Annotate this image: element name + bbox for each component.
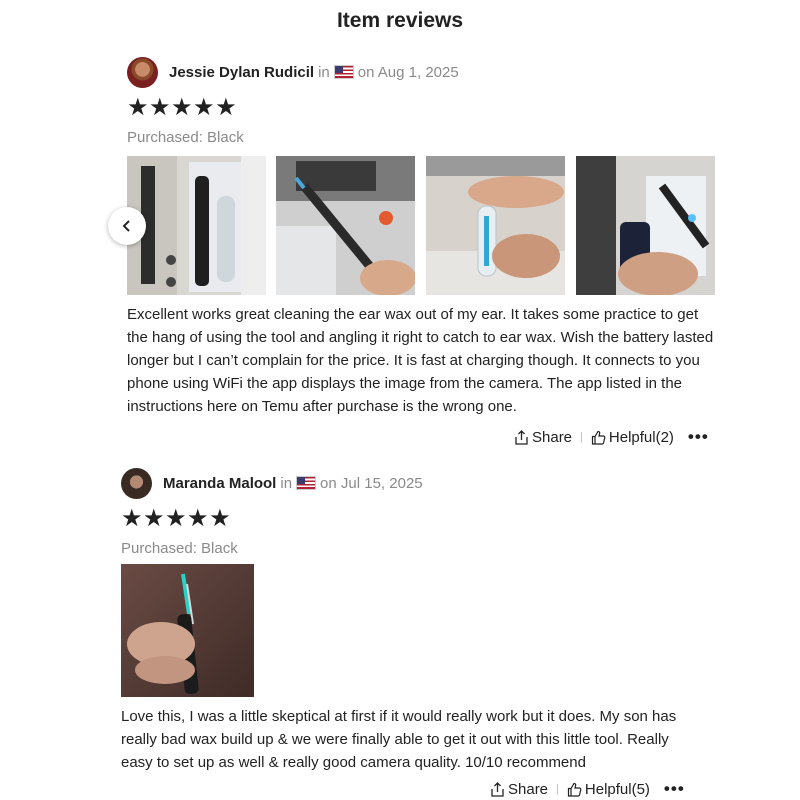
location-prefix: in [318,63,330,81]
share-label: Share [508,780,549,798]
helpful-label: Helpful(5) [584,780,650,798]
chevron-left-icon [120,219,134,233]
divider: | [580,431,583,443]
review-meta [318,64,459,81]
page-title: Item reviews [336,9,464,32]
review-meta [280,475,422,492]
review-photo-carousel [127,156,715,295]
review-card [127,56,727,148]
review-date: on Jul 15, 2025 [320,474,423,492]
helpful-button[interactable] [567,781,650,798]
share-button[interactable] [514,429,572,446]
avatar[interactable] [121,468,152,499]
helpful-label: Helpful(2) [608,428,674,446]
star-rating: ★★★★★ [127,94,238,121]
review-header [127,56,727,88]
thumbs-up-icon [591,430,606,445]
share-button[interactable] [490,781,548,798]
reviewer-name[interactable]: Maranda Malool [163,474,277,492]
review-actions [514,427,709,447]
star-rating: ★★★★★ [121,505,232,532]
share-icon [490,782,505,797]
review-header [121,467,721,499]
review-text: Excellent works great cleaning the ear wax out of my ear. It takes some practice to get the hang of using the tool and angling it right to catch to ear wax. Wish the battery lasted longer but I can’t complain for the price. It is fast at charging though. It connects to you phone using WiFi the app displays the image from the camera. The app listed in the instructions here on Temu after purchase is the wrong one. [127,306,714,415]
reviewer-name[interactable]: Jessie Dylan Rudicil [169,63,315,81]
review-card [121,467,721,559]
us-flag-icon [296,476,316,490]
review-photo[interactable] [576,156,715,295]
purchased-variant: Purchased: Black [127,129,244,146]
thumbs-up-icon [567,782,582,797]
more-options-icon[interactable]: ••• [687,427,709,446]
purchased-variant: Purchased: Black [121,540,238,557]
share-label: Share [532,428,573,446]
divider: | [556,783,559,795]
review-photo[interactable] [127,156,266,295]
helpful-button[interactable] [591,429,674,446]
review-date: on Aug 1, 2025 [357,63,459,81]
review-actions [490,779,685,799]
review-photo[interactable] [426,156,565,295]
review-photo[interactable] [276,156,415,295]
review-photo[interactable] [121,564,254,697]
avatar[interactable] [127,57,158,88]
carousel-prev-button[interactable] [108,207,146,245]
review-text: Love this, I was a little skeptical at first if it would really work but it does. My son has really bad wax build up & we were finally able to get it out with this little tool. Really easy to set up as well & really good camera quality. 10/10 recommend [121,708,677,771]
more-options-icon[interactable]: ••• [663,779,685,798]
location-prefix: in [280,474,293,492]
share-icon [514,430,529,445]
us-flag-icon [334,65,354,79]
